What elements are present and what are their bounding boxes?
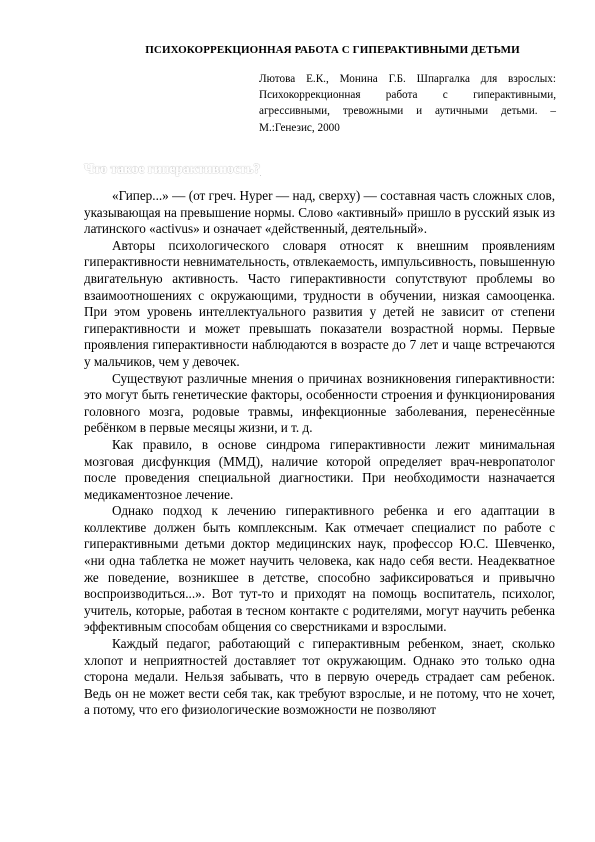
paragraph: Однако подход к лечению гиперактивного ребенка и его адаптации в коллективе должен быть комплексным. Как отмечает специалист по работе с гиперактивными детьми доктор медицинских наук, профессор Ю.С. Шевченко, «ни одна таблетка не может научить человека, как надо себя вести. Неадекватное же поведение, возникшее в детстве, способно зафиксироваться и привычно воспроизводиться...». Вот тут-то и приходят на помощь воспитатель, психолог, учитель, которые, работая в тесном контакте с родителями, могут научить ребенка эффективным способам общения со сверстниками и взрослыми. [84, 503, 555, 635]
paragraph: Каждый педагог, работающий с гиперактивным ребенком, знает, сколько хлопот и неприятностей доставляет тот окружающим. Однако это только одна сторона медали. Нельзя забывать, что в первую очередь страдает сам ребенок. Ведь он не может вести себя так, как требуют взрослые, и не потому, что не хочет, а потому, что его физиологические возможности не позволяют [84, 636, 555, 718]
document-title: ПСИХОКОРРЕКЦИОННАЯ РАБОТА С ГИПЕРАКТИВНЫМИ ДЕТЬМИ [145, 44, 520, 56]
paragraph: Авторы психологического словаря относят к внешним проявлениям гиперактивности невнимательность, отвлекаемость, импульсивность, повышенную двигательную активность. Часто гиперактивности сопутствуют проблемы во взаимоотношениях с окружающими, трудности в обучении, низкая самооценка. При этом уровень интеллектуального развития у детей не зависит от степени гиперактивности и может превышать показатели возрастной нормы. Первые проявления гиперактивности наблюдаются в возрасте до 7 лет и чаще встречаются у мальчиков, чем у девочек. [84, 237, 555, 369]
paragraph: «Гипер...» — (от греч. Hyper — над, сверху) — составная часть сложных слов, указывающая на превышение нормы. Слово «активный» пришло в русский язык из латинского «activus» и означает «действенный, деятельный». [84, 188, 555, 237]
paragraph: Существуют различные мнения о причинах возникновения гиперактивности: это могут быть генетические факторы, особенности строения и функционирования головного мозга, родовые травмы, инфекционные заболевания, перенесённые ребёнком в первые месяцы жизни, и т. д. [84, 370, 555, 436]
body-text [84, 188, 555, 719]
paragraph: Как правило, в основе синдрома гиперактивности лежит минимальная мозговая дисфункция (ММД), наличие которой определяет врач-невропатолог после проведения специальной диагностики. При необходимости назначается медикаментозное лечение. [84, 436, 555, 502]
section-heading: Что такое гиперактивность? [84, 161, 261, 176]
source-citation: Лютова Е.К., Монина Г.Б. Шпаргалка для взрослых: Психокоррекционная работа с гиперактивными, агрессивными, тревожными и аутичными детьми. – М.:Генезис, 2000 [259, 73, 556, 134]
